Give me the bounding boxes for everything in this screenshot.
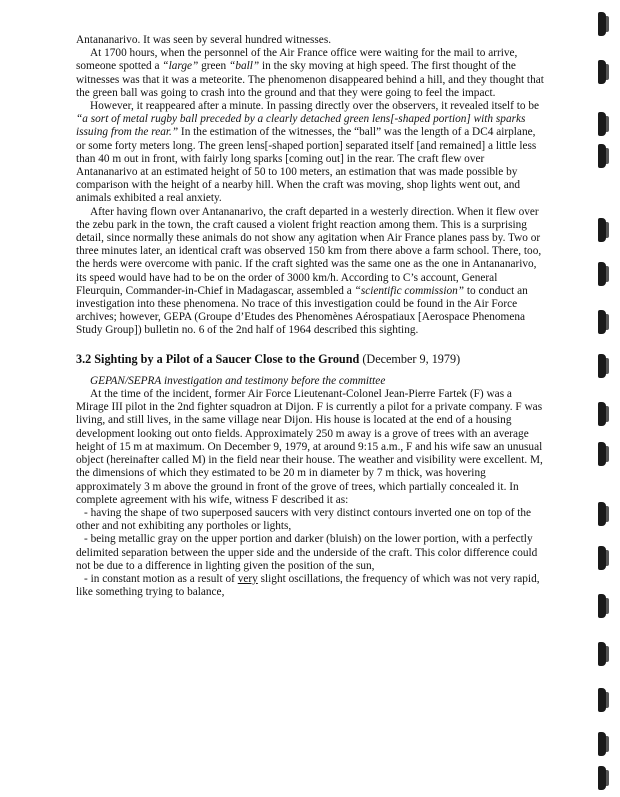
binding-ring (598, 112, 606, 136)
quoted-text: “ball” (229, 60, 260, 73)
paragraph (76, 206, 544, 338)
binding-ring (598, 502, 606, 526)
binding-ring (598, 60, 606, 84)
spiral-binding (598, 12, 612, 797)
text-run: After having flown over Antananarivo, the craft departed in a westerly direction. When it flew over the zebu park in the town, the craft caused a violent fright reaction among them. This is a surprising detail, since normally these animals do not show any agitation when Air France planes pass by. Two or three minutes later, an identical craft was observed 150 km from there above a farm school. There, too, the herds were overcome with panic. If the craft sighted was the same one as the one in Antananarivo, its speed would have had to be on the order of 3000 km/h. According to C’s account, General Fleurquin, Commander-in-Chief in Madagascar, assembled a (76, 205, 542, 297)
quoted-text: “a sort of metal rugby ball preceded by a clearly detached green lens[-shaped portion] with sparks issuing from the rear.” (76, 113, 526, 139)
text-run: slight oscillations, the frequency of which was not very rapid, like something trying to balance, (76, 572, 540, 599)
binding-ring (598, 442, 606, 466)
binding-ring (598, 144, 606, 168)
text-run: - in constant motion as a result of (84, 572, 238, 585)
binding-ring (598, 546, 606, 570)
binding-ring (598, 766, 606, 790)
text-run: green (198, 60, 230, 73)
document-page (76, 34, 544, 599)
paragraph: Antananarivo. It was seen by several hundred witnesses. (76, 34, 332, 46)
section-date: (December 9, 1979) (359, 351, 461, 366)
section-heading (76, 353, 544, 366)
binding-ring (598, 688, 606, 712)
binding-ring (598, 218, 606, 242)
list-item: - having the shape of two superposed saucers with very distinct contours inverted one on top of the other and not exhibiting any portholes or lights, (76, 506, 532, 533)
binding-ring (598, 12, 606, 36)
quoted-text: “large” (162, 60, 199, 73)
list-item: - being metallic gray on the upper portion and darker (bluish) on the lower portion, with a perfectly delimited separation between the upper side and the underside of the craft. This color difference could not be due to a difference in lighting given the position of the sun, (76, 533, 538, 572)
text-run: to conduct an investigation into these phenomena. No trace of this investigation could be found in the Air Force archives; however, GEPA (Groupe d’Etudes des Phenomènes Aérospatiaux [Aerospace Phenomena Study Group]) bulletin no. 6 of the 2nd half of 1964 described this sighting. (76, 284, 528, 337)
paragraph (76, 100, 544, 206)
text-run: In the estimation of the witnesses, the “ball” was the length of a DC4 airplane, or some forty meters long. The green lens[-shaped portion] separated itself [and remained] a little less than 40 m out in front, with fairly long sparks [coming out] in the rear. The craft flew over Antananarivo at an estimated height of 50 to 100 meters, an estimation that was made possible by comparison with the height of a nearby hill. When the craft was moving, shop lights went out, and animals exhibited a real anxiety. (76, 126, 537, 205)
paragraph: At the time of the incident, former Air Force Lieutenant-Colonel Jean-Pierre Fartek (F) was a Mirage III pilot in the 2nd fighter squadron at Dijon. F is currently a pilot for a private company. F was living, and still lives, in the same village near Dijon. His house is located at the end of a housing development looking out onto fields. Approximately 250 m away is a grove of trees with an average height of 15 m at maximum. On December 9, 1979, at around 9:15 a.m., F and his wife saw an unusual object (hereinafter called M) in the field near their house. The weather and visibility were excellent. M, the dimensions of which they estimated to be 20 m in diameter by 7 m thick, was hovering approximately 3 m above the ground in front of the grove of trees, which partially concealed it. In complete agreement with his wife, witness F described it as: (76, 388, 543, 506)
list-item (76, 573, 544, 599)
binding-ring (598, 354, 606, 378)
binding-ring (598, 262, 606, 286)
text-run: However, it reappeared after a minute. In passing directly over the observers, it revealed itself to be (90, 100, 540, 113)
text-run: in the sky moving at high speed. The first thought of the witnesses was that it was a meteorite. The phenomenon disappeared behind a hill, and they thought that the green ball was going to crash into the ground and that they were going to feel the impact. (76, 60, 544, 99)
binding-ring (598, 642, 606, 666)
binding-ring (598, 594, 606, 618)
section-title: 3.2 Sighting by a Pilot of a Saucer Close to the Ground (76, 351, 360, 366)
binding-ring (598, 310, 606, 334)
subheading-text: GEPAN/SEPRA investigation and testimony before the committee (90, 374, 386, 387)
binding-ring (598, 402, 606, 426)
underlined-text: very (237, 572, 258, 585)
subheading (76, 375, 544, 388)
binding-ring (598, 732, 606, 756)
quoted-text: “scientific commission” (354, 284, 465, 297)
paragraph (76, 47, 544, 100)
text-run: At 1700 hours, when the personnel of the Air France office were waiting for the mail to arrive, someone spotted a (76, 47, 518, 73)
